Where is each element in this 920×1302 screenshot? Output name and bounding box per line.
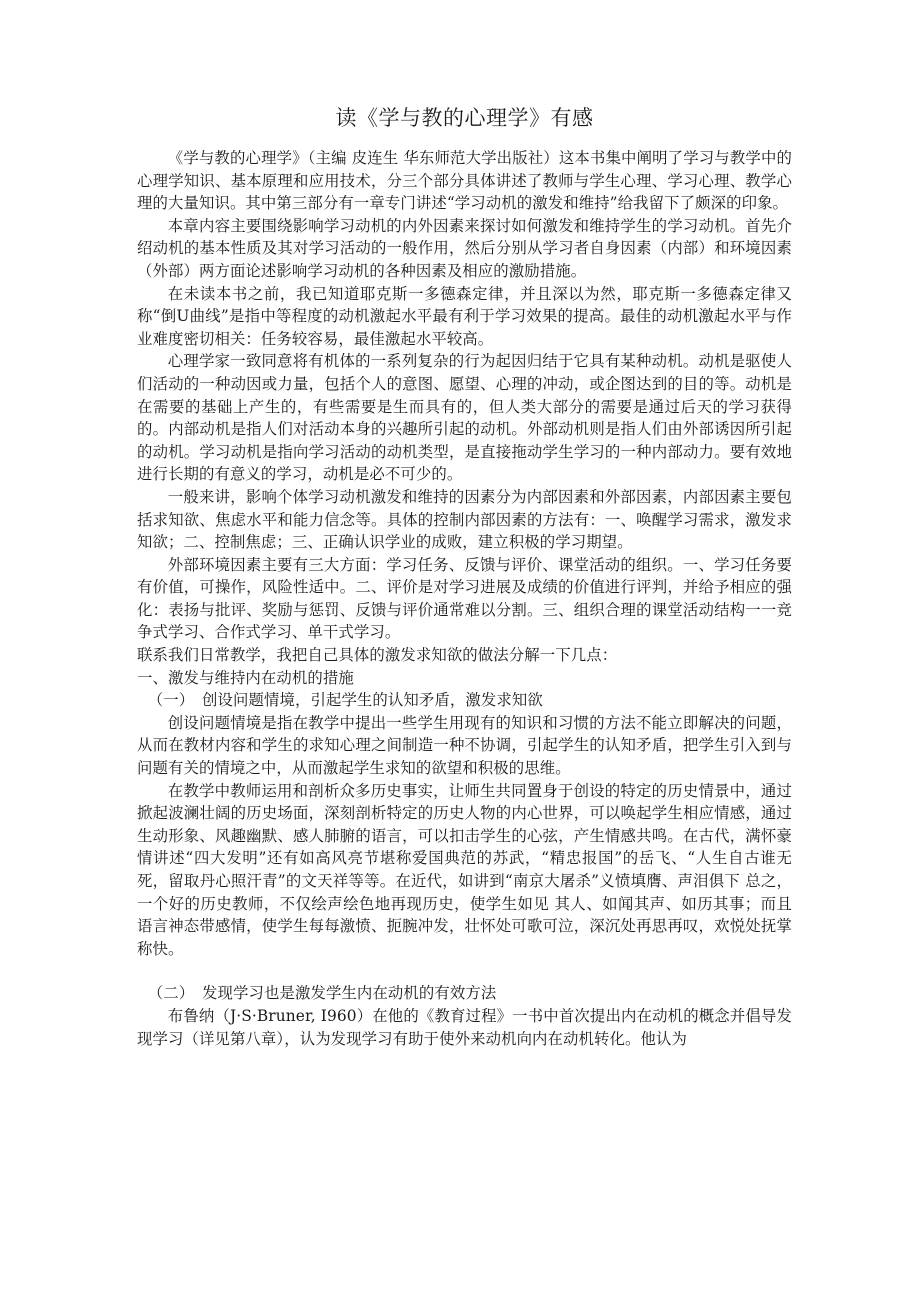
paragraph-motivation-definition: 心理学家一致同意将有机体的一系列复杂的行为起因归结于它具有某种动机。动机是驱使人们活动的一种动因或力量，包括个人的意图、愿望、心理的冲动，或企图达到的目的等。动机是在需要的基础上产生的，有些需要是生而具有的，但人类大部分的需要是通过后天的学习获得的。内部动机是指人们对活动本身的兴趣所引起的动机。外部动机则是指人们由外部诱因所引起的动机。学习动机是指向学习活动的动机类型，是直接拖动学生学习的一种内部动力。要有效地进行长期的有意义的学习，动机是必不可少的。 [137,352,792,484]
section-heading-1: 一、激发与维持内在动机的措施 [137,668,354,687]
paragraph-bruner: 布鲁纳（J·S·Bruner, I960）在他的《教育过程》一书中首次提出内在动机的概念并倡导发现学习（详见第八章），认为发现学习有助于使外来动机向内在动机转化。他认为 [137,1006,792,1048]
paragraph-internal-factors: 一般来讲，影响个体学习动机激发和维持的因素分为内部因素和外部因素，内部因素主要包括求知欲、焦虑水平和能力信念等。具体的控制内部因素的方法有：一、唤醒学习需求，激发求知欲；二、控制焦虑；三、正确认识学业的成败，建立积极的学习期望。 [137,487,792,552]
document-page [137,103,792,1050]
paragraph-chapter-summary: 本章内容主要围绕影响学习动机的内外因素来探讨如何激发和维持学生的学习动机。首先介绍动机的基本性质及其对学习活动的一般作用，然后分别从学习者自身因素（内部）和环境因素（外部）两方面论述影响学习动机的各种因素及相应的激励措施。 [137,216,792,280]
paragraph-problem-situation: 创设问题情境是指在教学中提出一些学生用现有的知识和习惯的方法不能立即解决的问题，从而在教材内容和学生的求知心理之间制造一种不协调，引起学生的认知矛盾，把学生引入到与问题有关的情境之中，从而激起学生求知的欲望和积极的思维。 [137,713,792,778]
document-title: 读《学与教的心理学》有感 [335,106,594,130]
subsection-heading-2: （二） 发现学习也是激发学生内在动机的有效方法 [147,984,497,1003]
paragraph-yerkes-dodson: 在未读本书之前，我已知道耶克斯一多德森定律，并且深以为然，耶克斯一多德森定律又称“倒U曲线”是指中等程度的动机激起水平最有利于学习效果的提高。最佳的动机激起水平与作业难度密切相关：任务较容易，最佳激起水平较高。 [137,284,792,348]
paragraph-gap [137,960,792,982]
paragraph-external-factors: 外部环境因素主要有三大方面：学习任务、反馈与评价、课堂活动的组织。一、学习任务要有价值，可操作，风险性适中。二、评价是对学习进展及成绩的价值进行评判，并给予相应的强化：表扬与批评、奖励与惩罚、反馈与评价通常难以分割。三、组织合理的课堂活动结构一一竞争式学习、合作式学习、单干式学习。 [137,555,792,642]
subsection-heading-1: （一） 创设问题情境，引起学生的认知矛盾，激发求知欲 [147,691,543,710]
paragraph-daily-teaching: 联系我们日常教学，我把自己具体的激发求知欲的做法分解一下几点： [137,646,618,665]
paragraph-history-teaching: 在教学中教师运用和剖析众多历史事实，让师生共同置身于创设的特定的历史情景中，通过掀起波澜壮阔的历史场面，深刻剖析特定的历史人物的内心世界，可以唤起学生相应情感，通过生动形象、风趣幽默、感人肺腑的语言，可以扣击学生的心弦，产生情感共鸣。在古代，满怀豪情讲述“四大发明”还有如高风亮节堪称爱国典范的苏武，“精忠报国”的岳飞、“人生自古谁无死，留取丹心照汗青”的文天祥等等。在近代，如讲到“南京大屠杀”义愤填膺、声泪俱下 总之，一个好的历史教师，不仅绘声绘色地再现历史，使学生如见 其人、如闻其声、如历其事；而且语言神态带感情，使学生每每激愤、扼腕冲发，壮怀处可歌可泣，深沉处再思再叹，欢悦处抚掌称快。 [137,781,792,958]
paragraph-intro: 《学与教的心理学》（主编 皮连生 华东师范大学出版社）这本书集中阐明了学习与教学中的心理学知识、基本原理和应用技术，分三个部分具体讲述了教师与学生心理、学习心理、教学心理的大量知识。其中第三部分有一章专门讲述“学习动机的激发和维持”给我留下了颇深的印象。 [137,149,792,213]
